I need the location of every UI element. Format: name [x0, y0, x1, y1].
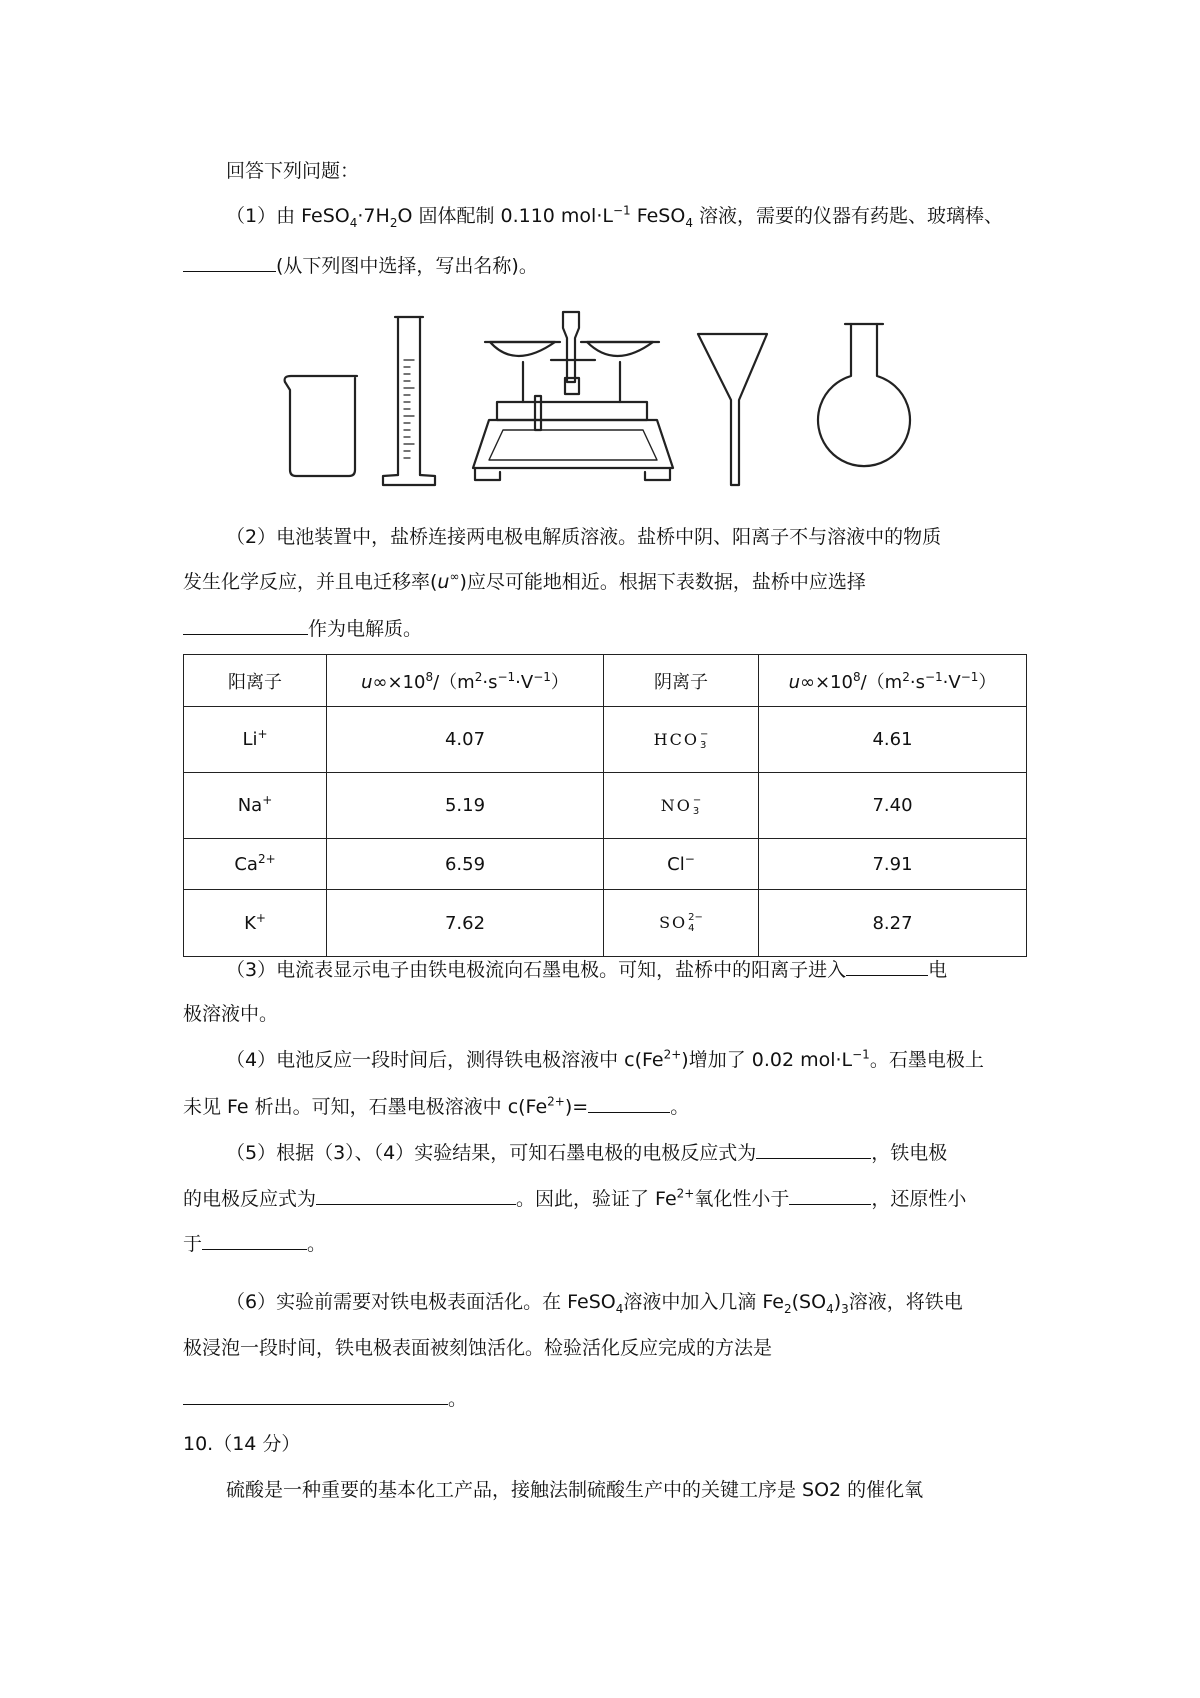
round-bottom-flask-icon [818, 324, 910, 466]
q2-line3: 作为电解质。 [183, 614, 422, 643]
intro-text: 回答下列问题： [226, 160, 360, 182]
header-cation-mobility: $u\infty\times 10^8/(m^2\cdot s^{-1}\cdot V^{-1})$ [327, 655, 604, 707]
table-header-row [184, 655, 1027, 707]
q5-line2: 的电极反应式为 。因此，验证了 $Fe^{2+}$氧化性小于 ，还原性小 [183, 1184, 966, 1213]
balance-icon [473, 312, 673, 480]
anion-value-cell: 7.91 [759, 839, 1027, 890]
cation-value-cell: 4.07 [327, 707, 604, 773]
header-anion-mobility: $u\infty\times 10^8/(m^2\cdot s^{-1}\cdot V^{-1})$ [759, 655, 1027, 707]
anion-value-cell: 8.27 [759, 890, 1027, 957]
mobility-table [183, 654, 1027, 957]
q1-line2: (从下列图中选择，写出名称)。 [183, 251, 538, 280]
cation-value-cell: 6.59 [327, 839, 604, 890]
anion-cell: SO 2− 4 [604, 890, 759, 957]
header-cation: 阳离子 [184, 655, 327, 707]
table-row [184, 839, 1027, 890]
beaker-icon [285, 376, 357, 476]
q1-line1: （1）由 $FeSO_4\cdot 7H_2O$ 固体配制 0.110 $mol\cdot L^{-1}$ FeSO$_4$ 溶液，需要的仪器有药匙、玻璃棒、 [226, 203, 1003, 230]
answer-blank-q4[interactable] [588, 1092, 670, 1113]
answer-blank-q3[interactable] [846, 955, 928, 976]
table-row [184, 773, 1027, 839]
anion-value-cell: 4.61 [759, 707, 1027, 773]
table-row [184, 890, 1027, 957]
anion-value-cell: 7.40 [759, 773, 1027, 839]
q3-line1: （3）电流表显示电子由铁电极流向石墨电极。可知，盐桥中的阳离子进入 电 [226, 955, 947, 984]
q3-line2: 极溶液中。 [183, 1003, 279, 1025]
answer-blank-q5b[interactable] [316, 1184, 516, 1205]
q10-title: 10.（14 分） [183, 1433, 301, 1455]
cation-value-cell: 5.19 [327, 773, 604, 839]
q10-line1: 硫酸是一种重要的基本化工产品，接触法制硫酸生产中的关键工序是 SO2 的催化氧 [226, 1479, 924, 1501]
graduated-cylinder-icon [383, 317, 435, 485]
answer-blank-q6[interactable] [183, 1384, 448, 1405]
cation-cell: Li+ [184, 707, 327, 773]
cation-cell: $Ca^{2+}$ [184, 839, 327, 890]
anion-cell: NO − 3 [604, 773, 759, 839]
q6-line2: 极浸泡一段时间，铁电极表面被刻蚀活化。检验活化反应完成的方法是 [183, 1337, 773, 1359]
cation-cell: K+ [184, 890, 327, 957]
q2-line2: 发生化学反应，并且电迁移率(u∞)应尽可能地相近。根据下表数据，盐桥中应选择 [183, 569, 866, 593]
q5-line1: （5）根据（3）、（4）实验结果，可知石墨电极的电极反应式为 ，铁电极 [226, 1138, 947, 1167]
header-anion: 阴离子 [604, 655, 759, 707]
answer-blank-q5c[interactable] [789, 1184, 871, 1205]
anion-cell: Cl− [604, 839, 759, 890]
q4-line1: （4）电池反应一段时间后，测得铁电极溶液中 $c(Fe^{2+})$增加了 0.02 $mol\cdot L^{-1}$。石墨电极上 [226, 1047, 984, 1071]
apparatus-figure [265, 310, 985, 490]
q6-line1: （6）实验前需要对铁电极表面活化。在 FeSO$_4$溶液中加入几滴 $Fe_2(SO_4)_3$溶液，将铁电 [226, 1291, 963, 1316]
funnel-icon [698, 334, 767, 485]
q4-line2: 未见 Fe 析出。可知，石墨电极溶液中 $c(Fe^{2+})=$ 。 [183, 1092, 689, 1121]
q6-line3: 。 [183, 1384, 467, 1413]
q2-line1: （2）电池装置中，盐桥连接两电极电解质溶液。盐桥中阴、阳离子不与溶液中的物质 [226, 526, 942, 548]
answer-blank-q5a[interactable] [756, 1138, 871, 1159]
answer-blank-q1[interactable] [183, 251, 276, 272]
anion-cell: HCO − 3 [604, 707, 759, 773]
cation-cell: Na+ [184, 773, 327, 839]
answer-blank-q5d[interactable] [202, 1229, 307, 1250]
cation-value-cell: 7.62 [327, 890, 604, 957]
answer-blank-q2[interactable] [183, 614, 308, 635]
table-row [184, 707, 1027, 773]
q5-line3: 于 。 [183, 1229, 326, 1258]
